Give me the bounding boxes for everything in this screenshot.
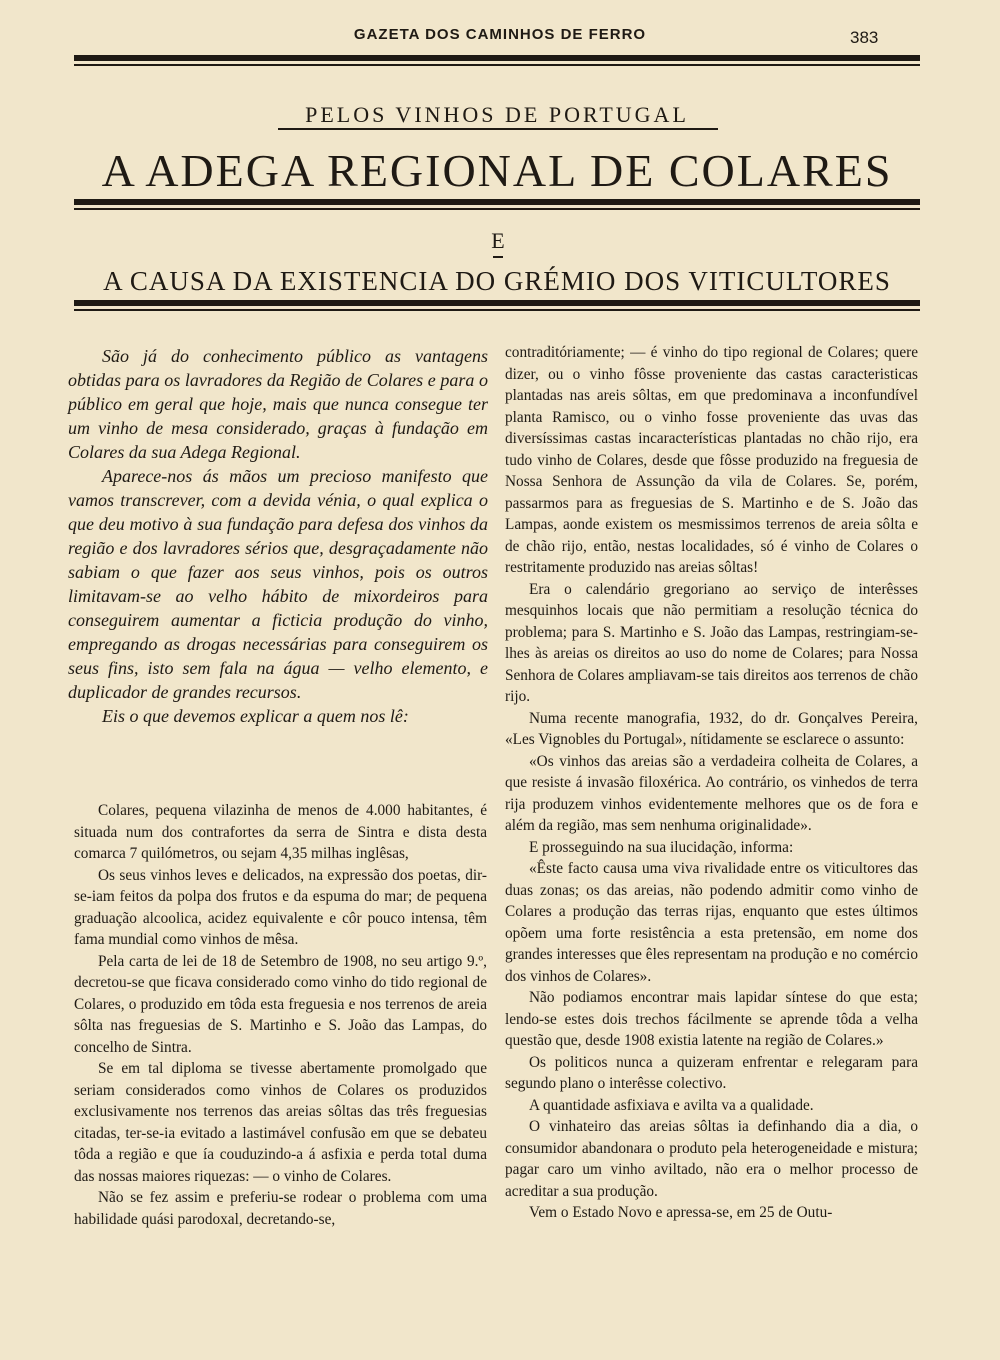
- headline-rule-thin: [74, 208, 920, 210]
- publication-title: GAZETA DOS CAMINHOS DE FERRO: [353, 26, 647, 43]
- conjunction-underline: [493, 256, 503, 258]
- body-paragraph: Pela carta de lei de 18 de Setembro de 1908, no seu artigo 9.º, decretou-se que ficava considerado como vinho do tido regional de Colares, o produzido em tôda esta freguesia e nos terrenos de areia sôlta nas freguesias de S. Martinho e S. João das Lampas, do concelho de Sintra.: [74, 952, 487, 1056]
- headline-rule-thick: [74, 199, 920, 205]
- body-paragraph: Não se fez assim e preferiu-se rodear o problema com uma habilidade quási parodoxal, decretando-se,: [74, 1189, 487, 1228]
- body-paragraph: Vem o Estado Novo e apressa-se, em 25 de Outu-: [529, 1204, 833, 1221]
- body-paragraph: Colares, pequena vilazinha de menos de 4.000 habitantes, é situada num dos contrafortes da serra de Sintra e dista desta comarca 7 quilómetros, ou sejam 4,35 milhas inglêsas,: [74, 802, 487, 862]
- body-paragraph: Os seus vinhos leves e delicados, na expressão dos poetas, dir-se-iam feitos da polpa dos frutos e da espuma do mar; de pequena graduação alcoolica, acidez equivalente e côr pouco intensa, têm fama mundial como vinhos de mêsa.: [74, 866, 487, 948]
- body-paragraph: Os politicos nunca a quizeram enfrentar e relegaram para segundo plano o interêsse colectivo.: [505, 1053, 918, 1092]
- body-paragraph: Se em tal diploma se tivesse abertamente promolgado que seriam considerados como vinhos de Colares os produzidos exclusivamente nos terrenos das areias sôltas das três freguesias citadas, ter-se-ia evitado a lastimável confusão em que se debateu tôda a região e que ía couduzindo-a á asfixia e perda total duma das nossas maiores riquezas: — o vinho de Colares.: [74, 1060, 487, 1185]
- intro-paragraph: Eis o que devemos explicar a quem nos lê:: [102, 706, 409, 726]
- body-paragraph: A quantidade asfixiava e avilta va a qualidade.: [529, 1096, 814, 1114]
- header-rule-thin: [74, 64, 920, 66]
- right-column: [505, 342, 918, 1224]
- left-column: [74, 800, 487, 1230]
- article-subheadline: A CAUSA DA EXISTENCIA DO GRÉMIO DOS VITICULTORES: [103, 266, 891, 296]
- body-paragraph: Era o calendário gregoriano ao serviço de interêsses mesquinhos locais que não permitiam a resolução técnica do problema; para S. Martinho e S. João das Lampas, restringiam-se-lhes às areias os direitos ao uso do nome de Colares; para Nossa Senhora de Colares ampliavam-se tais direitos aos terrenos de chão rijo.: [505, 580, 918, 705]
- subheadline-rule-thin: [74, 309, 920, 311]
- body-paragraph: «Êste facto causa uma viva rivalidade entre os viticultores das duas zonas; os das areias, não podendo admitir como vinho de Colares a produção das terras rijas, enquanto que estes últimos opõem uma forte resistência a esta pretensão, em nome dos grandes interesses que êles representam na produção e no comércio dos vinhos de Colares».: [505, 860, 918, 985]
- body-paragraph: Numa recente manografia, 1932, do dr. Gonçalves Pereira, «Les Vignobles du Portugal», nítidamente se esclarece o assunto:: [505, 709, 918, 748]
- body-paragraph: E prosseguindo na sua ilucidação, informa:: [529, 838, 794, 856]
- conjunction: E: [491, 228, 505, 253]
- page-number: 383: [850, 28, 879, 47]
- body-paragraph: contraditóriamente; — é vinho do tipo regional de Colares; quere dizer, ou o vinho fôsse proveniente das castas caracteristicas plantadas nas areis sôltas, em que predominava a inconfundível planta Ramisco, ou o vinho fosse proveniente das uvas das diversíssimas castas incaracterísticas plantadas no chão rijo, era tudo vinho de Colares, desde que fôsse produzido na freguesia de Nossa Senhora de Assunção da vila de Colares. Se, porém, passarmos para as freguesias de S. Martinho e de S. João das Lampas, aonde existem os mesmissimos terrenos de areia sôlta e de chão rijo, então, nestas localidades, só é vinho de Colares o restritamente produzido nas areias sôltas!: [505, 344, 918, 576]
- header-rule-thick: [74, 55, 920, 61]
- article-intro: [68, 344, 488, 728]
- body-paragraph: Não podiamos encontrar mais lapidar síntese do que esta; lendo-se estes dois trechos fácilmente se aprende tôda a velha questão que, desde 1908 existia latente na região de Colares.»: [505, 989, 918, 1049]
- kicker-underline: [278, 128, 718, 130]
- subheadline-rule-thick: [74, 300, 920, 306]
- body-paragraph: «Os vinhos das areias são a verdadeira colheita de Colares, a que resiste á invasão filoxérica. Ao contrário, os vinhedos de terra rija produzem vinhos evidentemente melhores que os de fora e além da região, mas sem nenhuma originalidade».: [505, 752, 918, 834]
- article-kicker: PELOS VINHOS DE PORTUGAL: [305, 102, 689, 127]
- article-headline: A ADEGA REGIONAL DE COLARES: [101, 145, 893, 196]
- intro-paragraph: São já do conhecimento público as vantagens obtidas para os lavradores da Região de Colares e para o público em geral que hoje, mais que nunca consegue ter um vinho de mesa considerado, graças à fundação em Colares da sua Adega Regional.: [68, 346, 488, 462]
- intro-paragraph: Aparece-nos ás mãos um precioso manifesto que vamos transcrever, com a devida vénia, o qual explica o que deu motivo à sua fundação para defesa dos vinhos da região e dos lavradores sérios que, desgraçadamente não sabiam o que fazer aos seus vinhos, pois os outros limitavam-se ao velho hábito de mixordeiros para conseguirem aumentar a ficticia produção do vinho, empregando as drogas necessárias para conseguirem os seus fins, isto sem fala na água — velho elemento, e duplicador de grandes recursos.: [68, 466, 488, 702]
- body-paragraph: O vinhateiro das areias sôltas ia definhando dia a dia, o consumidor abandonara o produto pela heterogeneidade e mistura; pagar caro um vinho aviltado, não era o melhor processo de acreditar a sua produção.: [505, 1118, 918, 1200]
